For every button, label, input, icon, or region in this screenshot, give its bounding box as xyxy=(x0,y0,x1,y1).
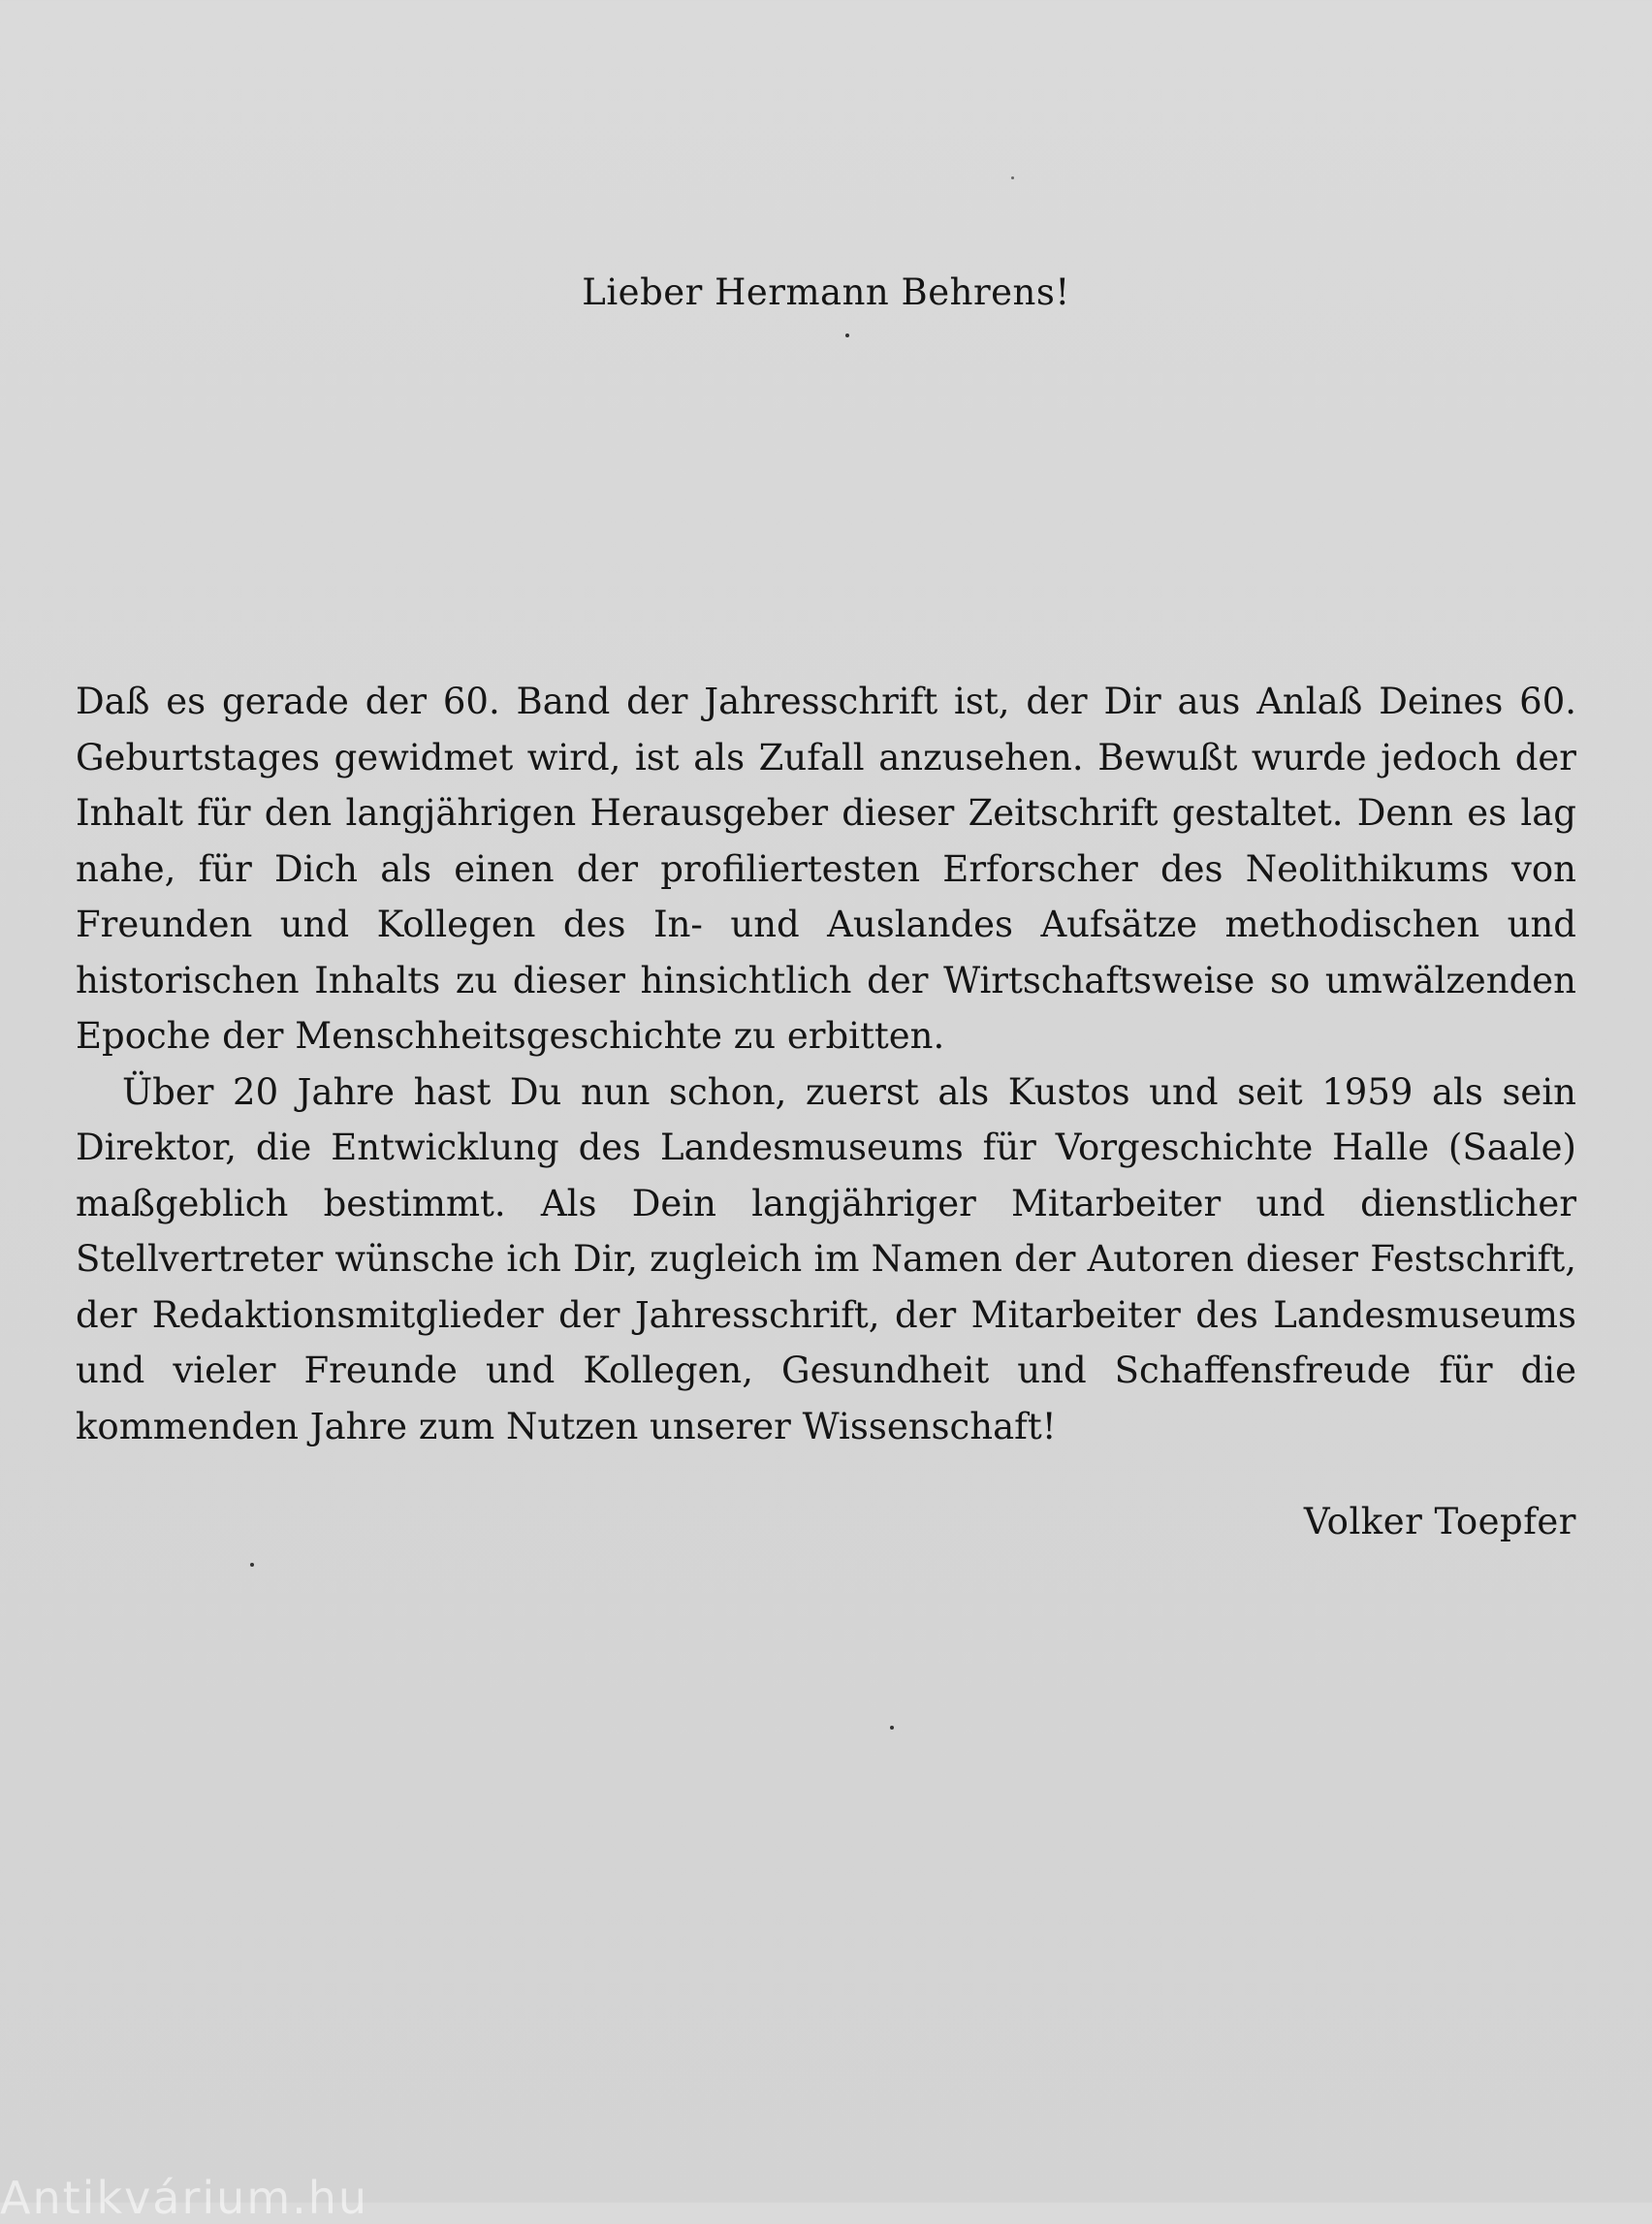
salutation-heading: Lieber Hermann Behrens! xyxy=(582,271,1070,313)
letter-body xyxy=(76,674,1576,1454)
paper-speck xyxy=(1011,176,1014,179)
paper-speck xyxy=(250,1563,254,1567)
signature: Volker Toepfer xyxy=(1303,1501,1576,1542)
paper-speck xyxy=(890,1726,894,1730)
paragraph-2: Über 20 Jahre hast Du nun schon, zuerst als Kustos und seit 1959 als sein Direktor, die Entwicklung des Landesmuseums für Vorgeschichte Halle (Saale) maßgeblich bestimmt. Als Dein langjähriger Mitarbeiter und dienstlicher Stellvertreter wünsche ich Dir, zugleich im Namen der Autoren dieser Festschrift, der Redaktionsmitglieder der Jahresschrift, der Mitarbeiter des Landesmuseums und vieler Freunde und Kollegen, Gesundheit und Schaffensfreude für die kommenden Jahre zum Nutzen unserer Wissenschaft! xyxy=(76,1070,1576,1447)
paper-speck xyxy=(845,334,849,337)
paragraph-1: Daß es gerade der 60. Band der Jahresschrift ist, der Dir aus Anlaß Deines 60. Geburtstages gewidmet wird, ist als Zufall anzusehen. Bewußt wurde jedoch der Inhalt für den langjährigen Herausgeber dieser Zeitschrift gestaltet. Denn es lag nahe, für Dich als einen der profiliertesten Erforscher des Neolithikums von Freunden und Kollegen des In- und Auslandes Aufsätze methodischen und historischen Inhalts zu dieser hinsichtlich der Wirtschaftsweise so umwälzenden Epoche der Menschheitsgeschichte zu erbitten. xyxy=(76,681,1576,1057)
watermark-logo: Antikvárium.hu xyxy=(0,2172,369,2224)
